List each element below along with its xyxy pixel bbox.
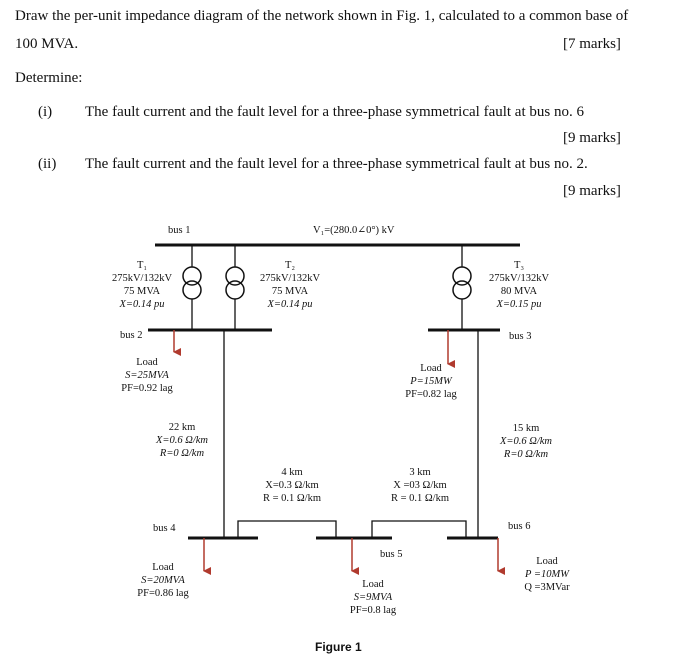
- marks-label: [9 marks]: [563, 183, 621, 199]
- load-2-label: Load S=25MVA PF=0.92 lag: [121, 357, 173, 394]
- line-4km-label: 4 km X=0.3 Ω/km R = 0.1 Ω/km: [262, 467, 322, 504]
- line-3km: [372, 521, 466, 538]
- determine-heading: Determine:: [15, 70, 83, 86]
- part-ii-number: (ii): [38, 156, 57, 172]
- t1-winding-circle: [183, 267, 201, 285]
- line-22km-label: 22 km X=0.6 Ω/km R=0 Ω/km: [155, 422, 208, 459]
- t1-label: T₁ 275kV/132kV 75 MVA X=0.14 pu: [111, 260, 173, 310]
- load-5-label: Load S=9MVA PF=0.8 lag: [349, 579, 397, 616]
- line-15km-label: 15 km X=0.6 Ω/km R=0 Ω/km: [499, 423, 552, 460]
- bus-6-label: bus 6: [508, 521, 531, 532]
- part-i-text: The fault current and the fault level for a three-phase symmetrical fault at bus no. 6: [85, 104, 584, 120]
- bus-2-label: bus 2: [120, 330, 143, 341]
- t2-winding-circle: [226, 281, 244, 299]
- figure-caption: Figure 1: [315, 640, 362, 654]
- marks-label: [9 marks]: [563, 130, 621, 146]
- t3-winding-circle: [453, 281, 471, 299]
- load-6-label: Load P =10MW Q =3MVar: [524, 556, 570, 593]
- load-3-label: Load P=15MW PF=0.82 lag: [405, 363, 457, 400]
- bus-5-label: bus 5: [380, 549, 403, 560]
- question-line-1: Draw the per-unit impedance diagram of the network shown in Fig. 1, calculated to a common base of: [15, 8, 629, 24]
- t2-winding-circle: [226, 267, 244, 285]
- voltage-label: V₁=(280.0∠0°) kV: [313, 225, 395, 236]
- t3-label: T₃ 275kV/132kV 80 MVA X=0.15 pu: [488, 260, 550, 310]
- part-i-number: (i): [38, 104, 53, 120]
- part-ii-text: The fault current and the fault level for a three-phase symmetrical fault at bus no. 2.: [85, 156, 588, 172]
- t2-label: T₂ 275kV/132kV 75 MVA X=0.14 pu: [259, 260, 321, 310]
- bus-1-label: bus 1: [168, 225, 191, 236]
- bus-4-label: bus 4: [153, 523, 176, 534]
- question-line-2: 100 MVA.: [15, 36, 79, 52]
- load-4-label: Load S=20MVA PF=0.86 lag: [137, 562, 189, 599]
- line-3km-label: 3 km X =03 Ω/km R = 0.1 Ω/km: [390, 467, 450, 504]
- t3-winding-circle: [453, 267, 471, 285]
- bus-3-label: bus 3: [509, 331, 532, 342]
- marks-label: [7 marks]: [563, 36, 621, 52]
- line-4km: [238, 521, 336, 538]
- t1-winding-circle: [183, 281, 201, 299]
